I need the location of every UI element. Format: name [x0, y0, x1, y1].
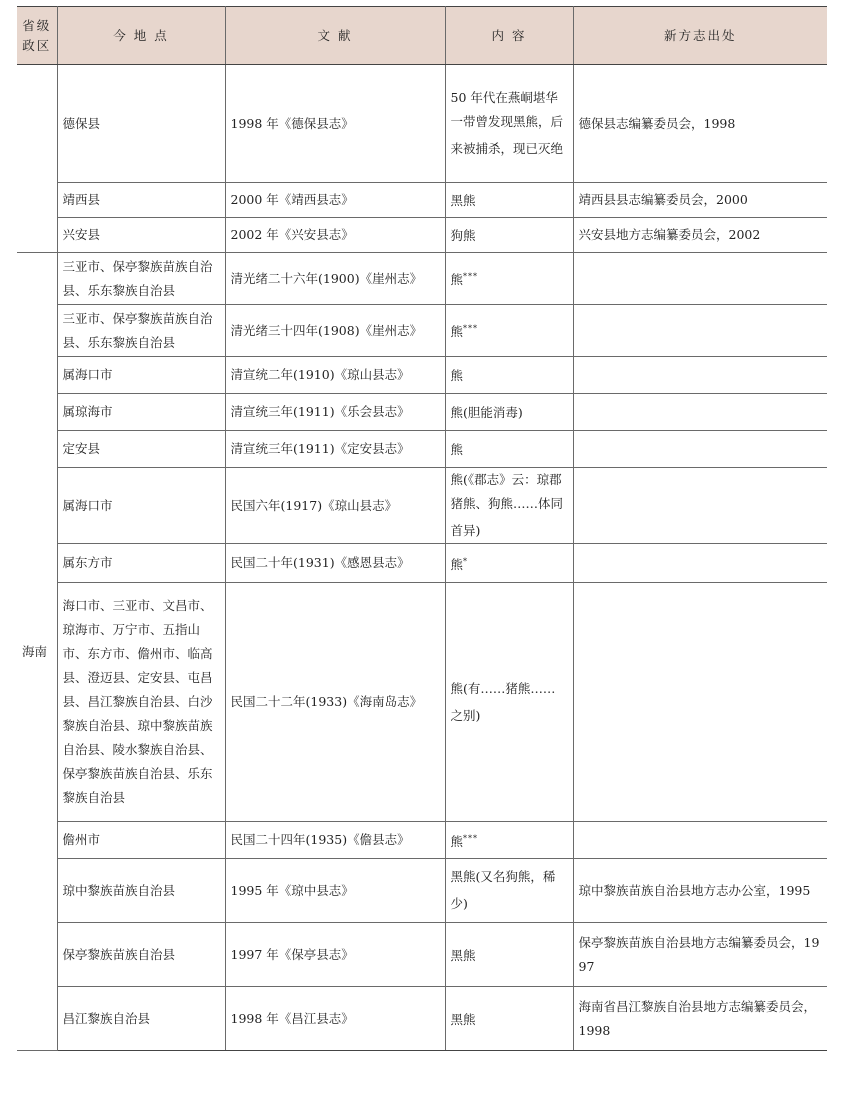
content-cell — [445, 544, 573, 583]
source-cell-text: 民国二十二年(1933)《海南岛志》 — [230, 694, 423, 710]
source-cell — [225, 987, 445, 1051]
place-cell — [57, 431, 225, 468]
content-cell-text: 黑熊 — [450, 193, 476, 209]
province-cell — [17, 65, 57, 253]
source-cell — [225, 394, 445, 431]
source-cell — [225, 859, 445, 923]
place-cell-text: 三亚市、保亭黎族苗族自治县、乐东黎族自治县 — [62, 258, 213, 298]
table-row — [17, 923, 827, 987]
place-cell-text: 属海口市 — [62, 367, 113, 382]
source-cell — [225, 431, 445, 468]
content-cell — [445, 923, 573, 987]
source-cell — [225, 65, 445, 183]
table-row — [17, 65, 827, 183]
content-cell — [445, 305, 573, 357]
header-province: 省级政区 — [17, 7, 57, 65]
place-cell — [57, 394, 225, 431]
place-cell — [57, 65, 225, 183]
source-cell-text: 1998 年《德保县志》 — [230, 115, 354, 131]
source-cell — [225, 468, 445, 544]
source-cell-text: 清宣统三年(1911)《定安县志》 — [230, 441, 410, 456]
content-cell-text: 熊(《郡志》云：琼郡猪熊、狗熊……体同首异) — [450, 472, 564, 539]
new-source-cell — [573, 859, 827, 923]
source-cell — [225, 253, 445, 305]
source-cell-text: 民国二十四年(1935)《儋县志》 — [230, 832, 410, 848]
place-cell — [57, 305, 225, 357]
content-cell-text: 50 年代在燕峒堪华一带曾发现黑熊，后来被捕杀，现已灭绝 — [450, 89, 564, 157]
table-row — [17, 394, 827, 431]
source-cell-text: 清宣统三年(1911)《乐会县志》 — [230, 404, 410, 419]
source-cell — [225, 357, 445, 394]
header-content: 内 容 — [445, 7, 573, 65]
place-cell-text: 属海口市 — [62, 497, 113, 513]
source-cell — [225, 218, 445, 253]
content-cell-text: 黑熊(又名狗熊，稀少) — [450, 869, 556, 912]
content-cell — [445, 468, 573, 544]
new-source-cell — [573, 218, 827, 253]
source-cell — [225, 822, 445, 859]
new-source-cell — [573, 431, 827, 468]
place-cell-text: 海口市、三亚市、文昌市、琼海市、万宁市、五指山市、东方市、儋州市、临高县、澄迈县、定安县、屯昌县、昌江黎族自治县、白沙黎族自治县、琼中黎族苗族自治县、陵水黎族自治县、保亭黎族苗族自治县、乐东黎族自治县 — [62, 598, 213, 806]
place-cell-text: 儋州市 — [62, 832, 101, 848]
content-cell-text: 黑熊 — [450, 948, 476, 964]
note-marker: *** — [463, 833, 479, 843]
new-source-cell-text: 保亭黎族苗族自治县地方志编纂委员会，1997 — [578, 934, 820, 974]
source-cell — [225, 305, 445, 357]
new-source-cell — [573, 468, 827, 544]
new-source-cell-text: 琼中黎族苗族自治县地方志办公室，1995 — [578, 882, 811, 898]
place-cell — [57, 544, 225, 583]
content-cell — [445, 357, 573, 394]
table-row — [17, 357, 827, 394]
note-marker: *** — [463, 271, 479, 281]
content-cell-text: 熊(有……猪熊……之别) — [450, 680, 556, 723]
source-cell-text: 1997 年《保亭县志》 — [230, 946, 354, 962]
new-source-cell — [573, 987, 827, 1051]
content-cell — [445, 253, 573, 305]
place-cell — [57, 218, 225, 253]
place-cell-text: 三亚市、保亭黎族苗族自治县、乐东黎族自治县 — [62, 310, 213, 350]
table-row — [17, 822, 827, 859]
new-source-cell-text: 兴安县地方志编纂委员会，2002 — [578, 227, 761, 242]
content-cell — [445, 394, 573, 431]
source-cell-text: 2000 年《靖西县志》 — [230, 192, 354, 207]
gazetteer-table — [17, 6, 827, 1051]
new-source-cell-text: 海南省昌江黎族自治县地方志编纂委员会，1998 — [578, 998, 817, 1038]
source-cell-text: 1998 年《昌江县志》 — [230, 1010, 354, 1026]
new-source-cell — [573, 583, 827, 822]
place-cell-text: 靖西县 — [62, 192, 101, 207]
new-source-cell — [573, 394, 827, 431]
table-row — [17, 859, 827, 923]
source-cell — [225, 583, 445, 822]
place-cell-text: 属东方市 — [62, 555, 113, 571]
place-cell-text: 定安县 — [62, 441, 101, 456]
new-source-cell — [573, 253, 827, 305]
content-cell-text: 熊 — [450, 556, 464, 572]
note-marker: * — [463, 556, 469, 566]
content-cell-text: 黑熊 — [450, 1012, 476, 1028]
source-cell — [225, 183, 445, 218]
source-cell-text: 民国二十年(1931)《感恩县志》 — [230, 555, 410, 571]
header-source: 文 献 — [225, 7, 445, 65]
table-row — [17, 431, 827, 468]
content-cell-text: 熊 — [450, 833, 464, 849]
place-cell-text: 保亭黎族苗族自治县 — [62, 946, 176, 962]
content-cell-text: 熊(胆能消毒) — [450, 405, 523, 421]
place-cell-text: 琼中黎族苗族自治县 — [62, 882, 176, 898]
content-cell — [445, 822, 573, 859]
place-cell — [57, 859, 225, 923]
table-row — [17, 468, 827, 544]
header-row — [17, 7, 827, 65]
source-cell-text: 清光绪二十六年(1900)《崖州志》 — [230, 270, 423, 286]
table-row — [17, 305, 827, 357]
new-source-cell-text: 德保县志编纂委员会，1998 — [578, 115, 736, 131]
table-row — [17, 218, 827, 253]
content-cell-text: 狗熊 — [450, 228, 476, 244]
source-cell — [225, 544, 445, 583]
new-source-cell — [573, 305, 827, 357]
place-cell — [57, 583, 225, 822]
new-source-cell — [573, 822, 827, 859]
place-cell — [57, 822, 225, 859]
place-cell — [57, 987, 225, 1051]
content-cell — [445, 431, 573, 468]
source-cell — [225, 923, 445, 987]
place-cell-text: 兴安县 — [62, 227, 101, 242]
content-cell — [445, 218, 573, 253]
province-cell: 海南 — [17, 253, 57, 1051]
place-cell-text: 属琼海市 — [62, 404, 113, 419]
content-cell-text: 熊 — [450, 272, 464, 288]
content-cell — [445, 183, 573, 218]
table-row — [17, 544, 827, 583]
place-cell — [57, 468, 225, 544]
table-row — [17, 183, 827, 218]
source-cell-text: 2002 年《兴安县志》 — [230, 227, 354, 242]
new-source-cell — [573, 923, 827, 987]
header-place: 今 地 点 — [57, 7, 225, 65]
place-cell-text: 昌江黎族自治县 — [62, 1010, 151, 1026]
source-cell-text: 清光绪三十四年(1908)《崖州志》 — [230, 322, 423, 338]
content-cell-text: 熊 — [450, 368, 464, 384]
content-cell-text: 熊 — [450, 324, 464, 340]
content-cell — [445, 987, 573, 1051]
new-source-cell — [573, 544, 827, 583]
source-cell-text: 清宣统二年(1910)《琼山县志》 — [230, 367, 410, 382]
new-source-cell — [573, 183, 827, 218]
source-cell-text: 1995 年《琼中县志》 — [230, 882, 354, 898]
place-cell — [57, 183, 225, 218]
table-header — [17, 7, 827, 65]
source-cell-text: 民国六年(1917)《琼山县志》 — [230, 497, 398, 513]
note-marker: *** — [463, 323, 479, 333]
content-cell-text: 熊 — [450, 442, 464, 458]
content-cell — [445, 65, 573, 183]
table-row — [17, 583, 827, 822]
place-cell-text: 德保县 — [62, 115, 101, 131]
place-cell — [57, 253, 225, 305]
table-row — [17, 253, 827, 305]
place-cell — [57, 923, 225, 987]
content-cell — [445, 859, 573, 923]
content-cell — [445, 583, 573, 822]
new-source-cell — [573, 357, 827, 394]
place-cell — [57, 357, 225, 394]
new-source-cell-text: 靖西县县志编纂委员会，2000 — [578, 192, 748, 207]
table-row — [17, 987, 827, 1051]
table-body — [17, 65, 827, 1051]
new-source-cell — [573, 65, 827, 183]
header-new-source: 新方志出处 — [573, 7, 827, 65]
